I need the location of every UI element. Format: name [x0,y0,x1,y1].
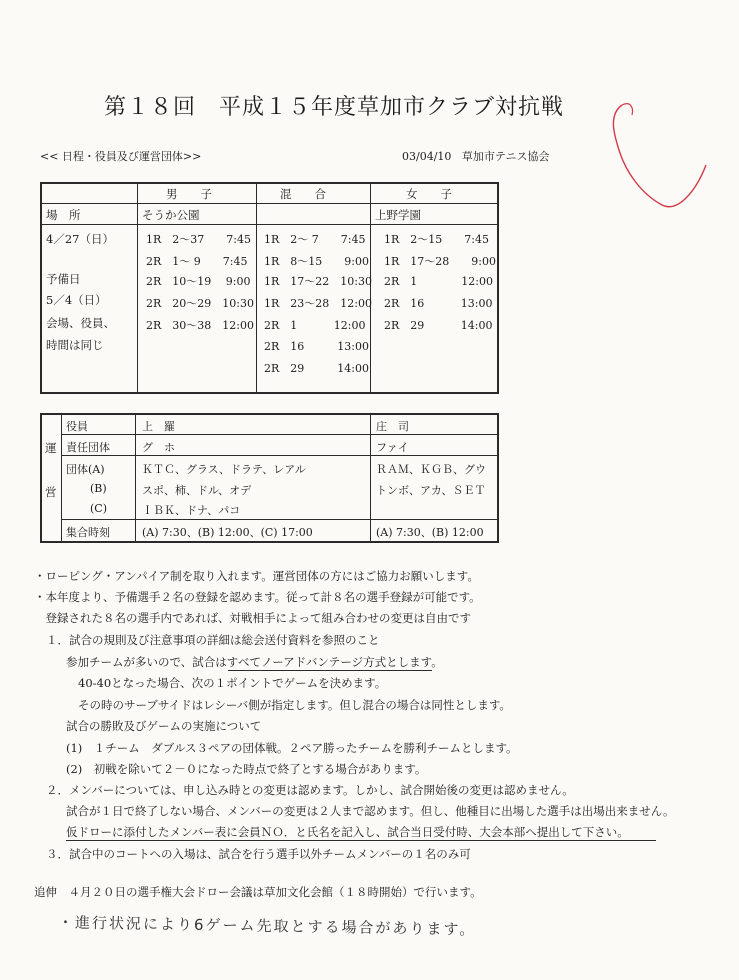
left-note: 4／27（日） [46,232,114,246]
group-a-2: ＲＡＭ、ＫＧＢ、グウ [376,463,486,476]
note-line: １．試合の規則及び注意事項の詳細は総会送付資料を参照のこと [46,633,380,647]
row-header-venue: 場 所 [46,208,81,222]
schedule-mixed-entry: 2R 29 14:00 [264,362,369,375]
official-2: 庄 司 [376,420,409,433]
schedule-women-entry: 1R 2～15 7:45 [384,233,489,246]
column-header-women: 女 子 [406,187,452,201]
schedule-mixed-entry: 1R 2～ 7 7:45 [264,233,366,246]
row-header-meeting-time: 集合時刻 [66,526,110,539]
group-b-1: スポ、柿、ドル、オデ [142,484,252,497]
schedule-mixed-entry: 1R 23～28 12:00 [264,297,372,310]
handwritten-note: ・進行状況により6ゲーム先取とする場合があります。 [57,913,477,939]
note-line: 試合の勝敗及びゲームの実施について [66,719,262,733]
red-pen-mark-icon [600,95,720,215]
issue-date: 03/04/10 [402,150,452,163]
meeting-time-2: (A) 7:30、(B) 12:00 [376,526,484,539]
row-header-lead-group: 責任団体 [66,441,110,454]
row-header-group-c: (C) [90,502,107,515]
schedule-women-entry: 2R 29 14:00 [384,319,493,332]
note-line: ３．試合中のコートへの入場は、試合を行う選手以外チームメンバーの１名のみ可 [46,847,471,861]
schedule-women-entry: 2R 1 12:00 [384,275,493,288]
left-note: 会場、役員、 [46,316,115,330]
column-header-men: 男 子 [166,187,212,201]
note-line: その時のサーブサイドはレシーバ側が指定します。但し混合の場合は同性とします。 [78,698,511,712]
note-line: 参加チームが多いので、試合はすべてノーアドバンテージ方式とします。 [66,655,443,669]
side-label: 営 [45,485,57,499]
schedule-men-entry: 2R 1～ 9 7:45 [146,255,248,268]
column-header-mixed: 混 合 [280,187,326,201]
official-1: 上 羅 [142,420,175,433]
venue-women: 上野学園 [375,208,421,222]
page-title: 第１８回 平成１５年度草加市クラブ対抗戦 [104,95,565,120]
lead-group-2: ファイ [376,441,409,454]
note-line: 登録された８名の選手内であれば、対戦相手によって組み合わせの変更は自由です [34,611,471,625]
group-b-2: トンボ、アカ、ＳＥＴ [376,484,486,497]
schedule-women-entry: 1R 17～28 9:00 [384,255,496,268]
left-note: 時間は同じ [46,338,104,352]
schedule-women-entry: 2R 16 13:00 [384,297,493,310]
schedule-men-entry: 2R 30～38 12:00 [146,319,254,332]
meeting-time-1: (A) 7:30、(B) 12:00、(C) 17:00 [142,526,313,539]
side-label: 運 [45,441,57,455]
row-header-officials: 役員 [66,420,88,433]
left-note: 5／4（日） [46,293,107,307]
schedule-men-entry: 1R 2～37 7:45 [146,233,251,246]
venue-men-mixed: そうか公園 [142,208,200,222]
note-line: (2) 初戦を除いて２－０になった時点で終了とする場合があります。 [66,762,427,776]
lead-group-1: グ ホ [142,441,175,454]
row-header-group-b: (B) [90,482,107,495]
subtitle: << 日程・役員及び運営団体>> [40,150,202,163]
note-line: (1) １チーム ダブルス３ペアの団体戦。２ペア勝ったチームを勝利チームとします。 [66,741,518,755]
note-line: 仮ドローに添付したメンバー表に会員ＮＯ．と氏名を記入し、試合当日受付時、大会本部へ提出して下さい。 [66,825,629,839]
note-line: ・ローピング・アンパイア制を取り入れます。運営団体の方にはご協力お願いします。 [34,569,479,583]
note-line: 試合が１日で終了しない場合、メンバーの変更は２人まで認めます。但し、他種目に出場した選手は出場出来ません。 [66,804,675,818]
schedule-mixed-entry: 1R 8～15 9:00 [264,255,369,268]
row-header-group-a: 団体(A) [66,463,105,476]
note-line: 40-40となった場合、次の１ポイントでゲームを決めます。 [78,676,387,690]
note-line: ・本年度より、予備選手２名の登録を認めます。従って計８名の選手登録が可能です。 [34,590,481,604]
schedule-mixed-entry: 2R 16 13:00 [264,340,369,353]
date-and-organization [402,148,549,164]
postscript: 追伸 ４月２０日の選手権大会ドロー会議は草加文化会館（１８時開始）で行います。 [34,885,482,899]
organization-name: 草加市テニス協会 [461,150,550,163]
group-a-1: ＫＴＣ、グラス、ドラテ、レアル [142,463,306,476]
group-c-1: ＩＢＫ、ドナ、パコ [142,504,241,517]
schedule-mixed-entry: 2R 1 12:00 [264,319,366,332]
schedule-mixed-entry: 1R 17～22 10:30 [264,275,372,288]
left-note: 予備日 [46,272,81,286]
note-line: ２．メンバーについては、申し込み時との変更は認めます。しかし、試合開始後の変更は認めません。 [46,783,574,797]
schedule-men-entry: 2R 20～29 10:30 [146,297,254,310]
schedule-men-entry: 2R 10～19 9:00 [146,275,251,288]
